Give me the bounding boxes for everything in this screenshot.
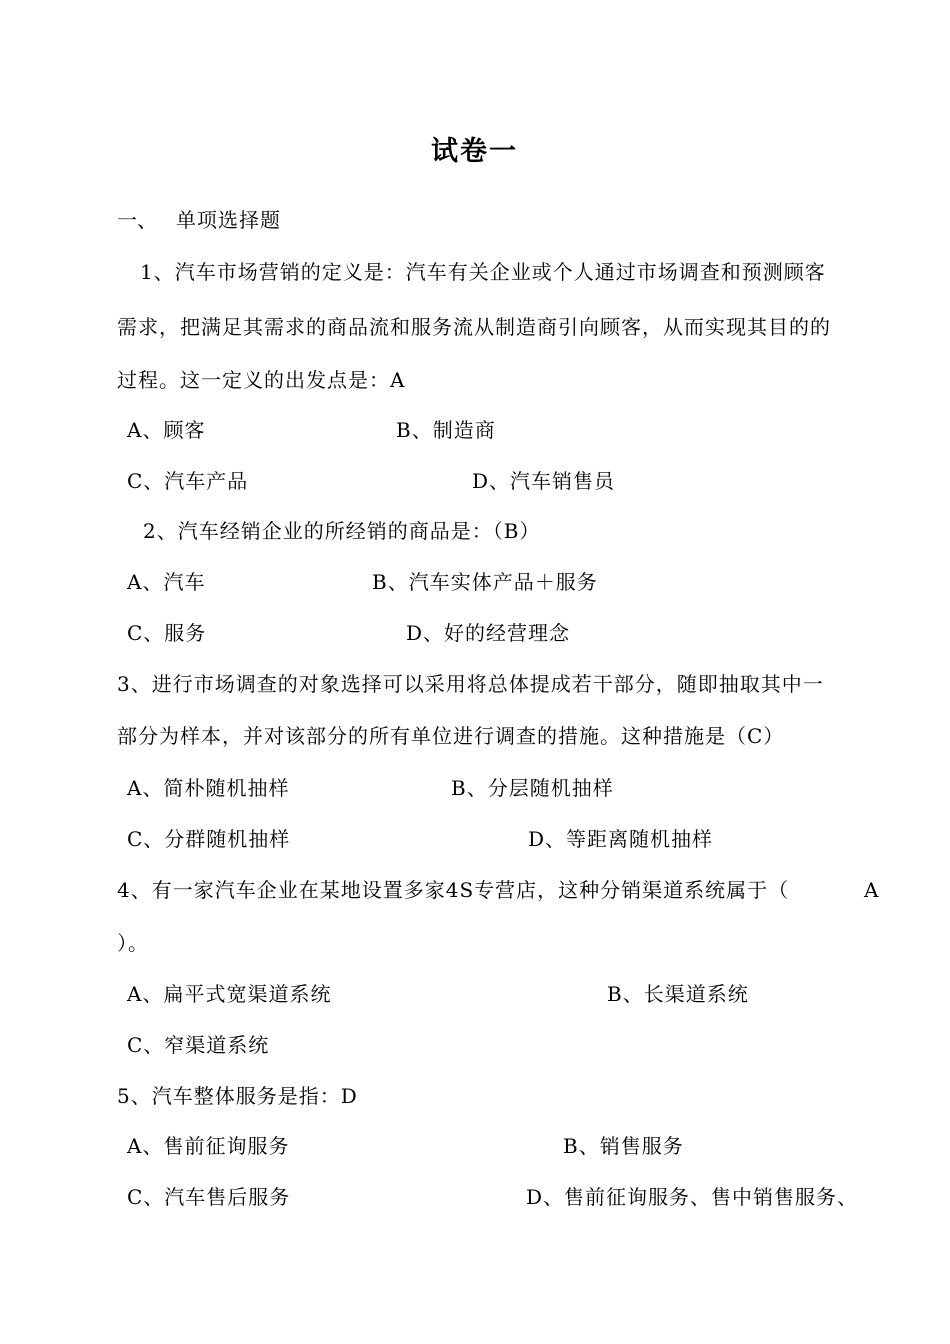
question-3-option-a: A、简朴随机抽样 <box>127 776 290 800</box>
question-4-option-c: C、窄渠道系统 <box>127 1033 270 1057</box>
question-2-option-b: B、汽车实体产品＋服务 <box>372 570 598 594</box>
question-5-option-d: D、售前征询服务、售中销售服务、 <box>526 1185 859 1209</box>
question-4-answer: A <box>864 878 879 902</box>
question-1-option-b: B、制造商 <box>396 418 496 442</box>
question-3-option-c: C、分群随机抽样 <box>127 827 291 851</box>
question-4-line-2: ）。 <box>117 931 149 955</box>
question-5-option-b: B、销售服务 <box>563 1134 684 1158</box>
question-1-option-c: C、汽车产品 <box>127 469 249 493</box>
question-5-option-c: C、汽车售后服务 <box>127 1185 291 1209</box>
question-1-option-d: D、汽车销售员 <box>472 469 616 493</box>
question-5-option-a: A、售前征询服务 <box>127 1134 290 1158</box>
question-5-line-1: 5、汽车整体服务是指：D <box>117 1084 358 1108</box>
question-2-line-1: 2、汽车经销企业的所经销的商品是：（B） <box>143 519 541 543</box>
question-1-line-2: 需求，把满足其需求的商品流和服务流从制造商引向顾客，从而实现其目的的 <box>117 315 831 339</box>
question-3-line-2: 部分为样本，并对该部分的所有单位进行调查的措施。这种措施是（C） <box>117 724 785 748</box>
question-4-option-a: A、扁平式宽渠道系统 <box>127 982 332 1006</box>
page-title: 试卷一 <box>431 136 518 167</box>
question-1-line-1: 1、汽车市场营销的定义是：汽车有关企业或个人通过市场调查和预测顾客 <box>140 260 826 284</box>
question-3-line-1: 3、进行市场调查的对象选择可以采用将总体提成若干部分，随即抽取其中一 <box>117 672 824 696</box>
question-2-option-a: A、汽车 <box>127 570 206 594</box>
question-2-option-d: D、好的经营理念 <box>406 621 571 645</box>
question-4-line-1: 4、有一家汽车企业在某地设置多家4S专营店，这种分销渠道系统属于（ <box>117 878 790 902</box>
question-1-option-a: A、顾客 <box>127 418 206 442</box>
question-4-option-b: B、长渠道系统 <box>607 982 749 1006</box>
question-3-option-d: D、等距离随机抽样 <box>528 827 714 851</box>
section-heading: 单项选择题 <box>176 208 281 232</box>
section-number: 一、 <box>117 208 157 232</box>
question-3-option-b: B、分层随机抽样 <box>451 776 614 800</box>
question-1-line-3: 过程。这一定义的出发点是：A <box>117 368 406 392</box>
question-2-option-c: C、服务 <box>127 621 207 645</box>
